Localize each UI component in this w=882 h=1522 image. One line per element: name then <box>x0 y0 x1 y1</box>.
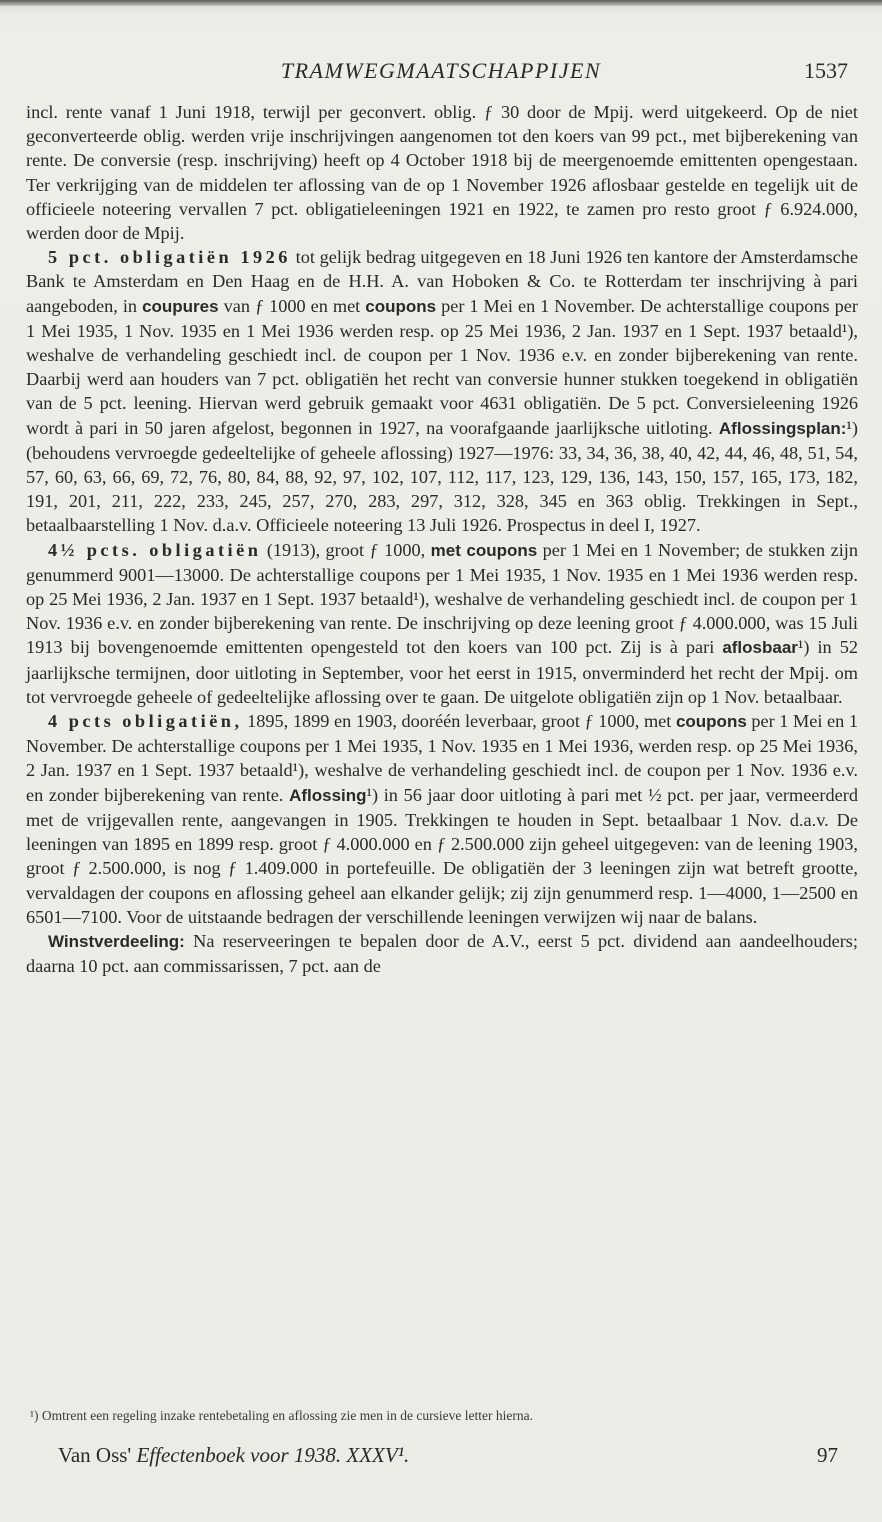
running-title: TRAMWEGMAATSCHAPPIJEN <box>280 58 602 83</box>
paragraph-text: per 1 Mei en 1 November. De achterstallige coupons per 1 Mei 1935, 1 Nov. 1935 en 1 Mei 1936 werden resp. op 25 Mei 1936, 2 Jan. 1937 en 1 Sept. 1937 betaald¹), weshalve de verhandeling geschiedt incl. de coupon per 1 Nov. 1936 e.v. en zonder bijberekening van rente. Daarbij werd aan houders van 7 pct. obligatiën het recht van conversie hunner stukken toegekend in obligatiën van de 5 pct. leening. Hiervan werd gebruik gemaakt voor 4631 obligatiën. De 5 pct. Conversieleening 1926 wordt à pari in 50 jaren afgelost, begonnen in 1927, na voorafgaande jaarlijksche uitloting. <box>26 295 858 438</box>
paragraph-text: 1895, 1899 en 1903, dooréén leverbaar, groot ƒ 1000, met <box>242 711 676 732</box>
keyword-aflosbaar: aflosbaar <box>722 638 798 658</box>
footer-source <box>58 1443 409 1468</box>
keyword-coupons: coupons <box>365 296 437 316</box>
keyword-aflossing: Aflossing <box>289 785 367 805</box>
paragraph-text: van ƒ 1000 en met <box>218 295 366 316</box>
paragraph-winstverdeeling <box>26 929 858 978</box>
keyword-met-coupons: met coupons <box>430 540 538 560</box>
footnote: ¹) Omtrent een regeling inzake rentebetaling en aflossing zie men in de cursieve letter hierna. <box>30 1408 533 1423</box>
footer-book-title: Effectenboek voor 1938. XXXV¹. <box>136 1443 410 1467</box>
paragraph-text: ¹) in 52 jaarlijksche termijnen, door uitloting in September, voor het eerst in 1915, onverminderd het recht der Mpij. om tot vervroegde geheele of gedeeltelijke aflossing over te gaan. De uitgelote obligatiën zijn op 1 Nov. betaalbaar. <box>26 637 858 707</box>
paragraph-5pct-1926 <box>26 245 858 537</box>
footer-author: Van Oss' <box>58 1443 137 1467</box>
running-header <box>0 58 882 88</box>
paragraph-continuation <box>26 100 858 245</box>
paragraph-text: incl. rente vanaf 1 Juni 1918, terwijl per geconvert. oblig. ƒ 30 door de Mpij. werd uitgekeerd. Op de niet geconverteerde oblig. werden vrije inschrijvingen aangenomen tot den koers van 99 pct., met bijberekening van rente. De conversie (resp. inschrijving) heeft op 4 October 1918 bij de meergenoemde emittenten opengestaan. Ter verkrijging van de middelen ter aflossing van de op 1 November 1926 aflosbaar gestelde en tegelijk uit de officieele noteering vervallen 7 pct. obligatieleeningen 1921 en 1922, te zamen pro resto groot ƒ 6.924.000, werden door de Mpij. <box>26 102 858 244</box>
page-top-edge <box>0 0 882 6</box>
keyword-coupons: coupons <box>675 712 747 732</box>
paragraph-text: ¹) (behoudens vervroegde gedeeltelijke of geheele aflossing) 1927—1976: 33, 34, 36, 38, 40, 42, 44, 46, 48, 51, 54, 57, 60, 63, 66, 69, 72, 76, 80, 84, 88, 92, 97, 102, 107, 112, 117, 123, 129, 136, 143, 150, 157, 165, 173, 182, 191, 201, 211, 222, 233, 245, 257, 270, 283, 297, 312, 328, 345 en 363 oblig. Trekkingen in Sept., betaalbaarstelling 1 Nov. d.a.v. Officieele noteering 13 Juli 1926. Prospectus in deel I, 1927. <box>26 417 858 536</box>
keyword-winstverdeeling: Winstverdeeling: <box>48 931 185 951</box>
keyword-aflossingsplan: Aflossingsplan: <box>718 418 847 438</box>
paragraph-4pct <box>26 709 858 929</box>
page-footer <box>58 1443 838 1473</box>
paragraph-text: per 1 Mei en 1 November. De achterstallige coupons per 1 Mei 1935, 1 Nov. 1935 en 1 Mei 1936, werden resp. op 25 Mei 1936, 2 Jan. 1937 en 1 Sept. 1937 betaald¹), weshalve de verhandeling geschiedt incl. de coupon per 1 Nov. 1936 e.v. en zonder bijberekening van rente. <box>26 711 859 805</box>
section-heading: 4½ pcts. obligatiën <box>48 539 262 560</box>
paragraph-text: tot gelijk bedrag uitgegeven en 18 Juni 1926 ten kantore der Amsterdamsche Bank te Amsterdam en Den Haag en de H.H. A. van Hoboken & Co. te Rotterdam ter inschrijving à pari aangeboden, in <box>26 247 858 316</box>
section-heading: 5 pct. obligatiën 1926 <box>48 247 291 268</box>
paragraph-text: ¹) in 56 jaar door uitloting à pari met ½ pct. per jaar, vermeerderd met de vrijgevallen rente, aangevangen in 1905. Trekkingen te houden in Sept. betaalbaar 1 Nov. d.a.v. De leeningen van 1895 en 1899 resp. groot ƒ 4.000.000 en ƒ 2.500.000 zijn geheel uitgegeven: van de leening 1903, groot ƒ 2.500.000, is nog ƒ 1.409.000 in portefeuille. De obligatiën der 3 leeningen zijn wat betreft grootte, vervaldagen der coupons en aflossing geheel aan elkander gelijk; zij zijn genummerd resp. 1—4000, 1—2500 en 6501—7100. Voor de uitstaande bedragen der verschillende leeningen verwijzen wij naar de balans. <box>26 784 858 927</box>
paragraph-text: (1913), groot ƒ 1000, <box>261 539 431 560</box>
paragraph-text: Na reserveeringen te bepalen door de A.V., eerst 5 pct. dividend aan aandeelhouders; daarna 10 pct. aan commissarissen, 7 pct. aan de <box>26 930 858 977</box>
paragraph-4-5pct <box>26 538 858 709</box>
footer-sheet-number: 97 <box>817 1443 838 1467</box>
paragraph-text: per 1 Mei en 1 November; de stukken zijn genummerd 9001—13000. De achterstallige coupons per 1 Mei 1935, 1 Nov. 1935 en 1 Mei 1936 werden resp. op 25 Mei 1936, 2 Jan. 1937 en 1 Sept. 1937 betaald¹), weshalve de verhandeling geschiedt incl. de coupon per 1 Nov. 1936 e.v. en zonder bijberekening van rente. De inschrijving op deze leening groot ƒ 4.000.000, was 15 Juli 1913 bij bovengenoemde emittenten opengesteld tot den koers van 100 pct. Zij is à pari <box>26 539 858 658</box>
page-number-top: 1537 <box>804 58 848 83</box>
body-text <box>26 100 858 978</box>
section-heading: 4 pcts obligatiën, <box>48 711 243 732</box>
keyword-coupures: coupures <box>142 296 219 316</box>
